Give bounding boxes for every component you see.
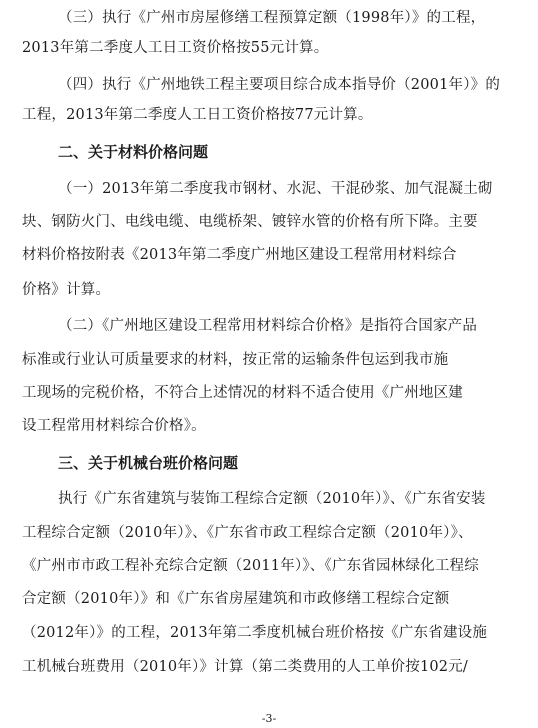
text-line: 《广州市市政工程补充综合定额（2011年）》、《广东省园林绿化工程综 [22,558,479,574]
text-line: 块、钢防火门、电线电缆、电缆桥架、镀锌水管的价格有所下降。主要 [22,214,478,230]
text-line: （四）执行《广州地铁工程主要项目综合成本指导价（2001年）》的 [58,77,501,93]
text-line: 2013年第二季度人工日工资价格按55元计算。 [22,40,329,56]
text-line: 工程，2013年第二季度人工日工资价格按77元计算。 [22,107,373,123]
section-heading: 三、关于机械台班价格问题 [58,454,239,472]
text-line: 价格》计算。 [22,282,111,298]
text-line: 设工程常用材料综合价格》。 [22,418,206,434]
page-number: -3- [261,712,277,725]
text-line: （二）《广州地区建设工程常用材料综合价格》是指符合国家产品 [58,318,478,334]
text-line: （一）2013年第二季度我市钢材、水泥、干混砂浆、加气混凝土砌 [58,181,493,197]
text-line: 工现场的完税价格，不符合上述情况的材料不适合使用《广州地区建 [22,385,463,401]
text-line: 合定额（2010年）》和《广东省房屋建筑和市政修缮工程综合定额 [22,591,450,607]
section-heading: 二、关于材料价格问题 [58,143,209,161]
text-line: 标准或行业认可质量要求的材料，按正常的运输条件包运到我市施 [22,352,449,368]
text-line: （2012年）》的工程，2013年第二季度机械台班价格按《广东省建设施 [22,625,488,641]
text-line: 工机械台班费用（2010年）》计算（第二类费用的人工单价按102元/ [22,659,469,675]
text-line: （三）执行《广州市房屋修缮工程预算定额（1998年）》的工程， [58,10,486,26]
text-line: 工程综合定额（2010年）》、《广东省市政工程综合定额（2010年）》、 [22,525,473,541]
text-line: 材料价格按附表《2013年第二季度广州地区建设工程常用材料综合 [22,247,457,263]
text-line: 执行《广东省建筑与装饰工程综合定额（2010年）》、《广东省安装 [58,491,486,507]
